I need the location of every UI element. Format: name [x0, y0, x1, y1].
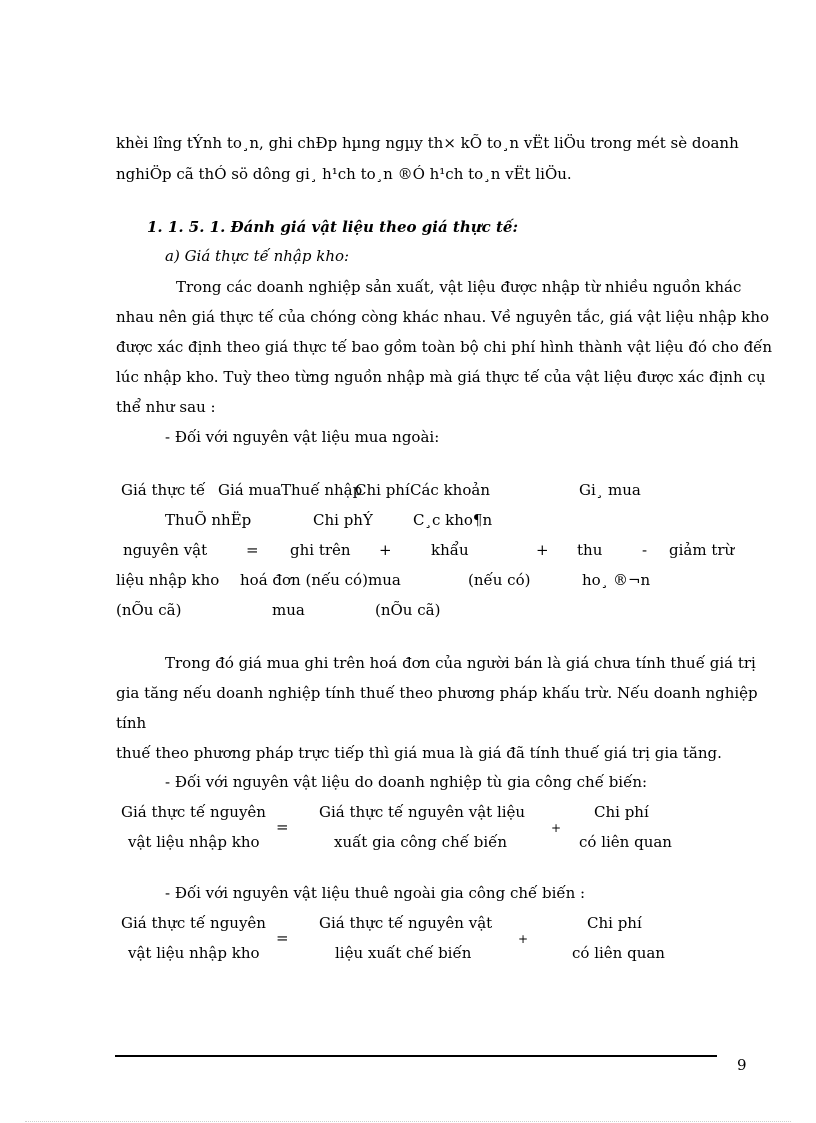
plus-sign: + — [551, 821, 562, 835]
formula-cell: Thuế nhập — [281, 481, 363, 499]
footer-rule — [115, 1055, 717, 1057]
formula-cell: Giá thực tế nguyên — [121, 914, 266, 932]
formula-cell: C¸c kho¶n — [413, 511, 493, 529]
plus-sign: + — [536, 541, 549, 559]
formula-cell: (nÕu cã) — [375, 601, 441, 619]
formula-cell: liệu xuất chế biến — [335, 944, 472, 962]
formula-cell: vật liệu nhập kho — [128, 944, 260, 962]
formula-cell: ThuÕ nhËp — [165, 511, 252, 529]
formula-cell: Chi phí — [587, 914, 642, 932]
plus-sign: + — [379, 541, 392, 559]
intro-line-1: khèi lîng tÝnh to¸n, ghi chÐp hµng ngµy th× kÕ to¸n vËt liÖu trong mét sè doanh — [116, 134, 739, 152]
para1-line: nhau nên giá thực tế của chóng còng khác nhau. Về nguyên tắc, giá vật liệu nhập kho — [116, 308, 770, 326]
formula-cell: Chi phÝ — [313, 511, 373, 529]
formula-cell: xuất gia công chế biến — [334, 833, 508, 851]
formula-cell: Chi phí — [355, 481, 410, 499]
bullet-self-processed: - Đối với nguyên vật liệu do doanh nghiệp tù gia công chế biến: — [165, 773, 648, 791]
para2-line: thuế theo phương pháp trực tiếp thì giá mua là giá đã tính thuế giá trị gia tăng. — [116, 744, 722, 762]
formula-cell: khẩu — [431, 541, 469, 559]
formula-cell: Giá thực tế nguyên vật — [319, 914, 493, 932]
para1-line: lúc nhập kho. Tuỳ theo từng nguồn nhập mà giá thực tế của vật liệu được xác định cụ — [116, 368, 766, 386]
formula-cell: Gi¸ mua — [579, 481, 641, 499]
formula-cell: hoá đơn (nếu có) — [240, 571, 368, 589]
para1-line: Trong các doanh nghiệp sản xuất, vật liệu được nhập từ nhiều nguồn khác — [176, 278, 742, 296]
formula-cell: ho¸ ®¬n — [582, 571, 651, 589]
formula-cell: mua — [272, 601, 305, 619]
plus-sign: + — [518, 932, 529, 946]
formula-cell: Giá thực tế nguyên vật liệu — [319, 803, 526, 821]
equals-sign: = — [276, 818, 289, 836]
formula-cell: có liên quan — [579, 833, 672, 851]
page-number: 9 — [737, 1056, 747, 1074]
formula-cell: nguyên vật — [123, 541, 208, 559]
formula-cell: vật liệu nhập kho — [128, 833, 260, 851]
formula-cell: thu — [577, 541, 603, 559]
para2-line: tính — [116, 714, 147, 732]
formula-cell: giảm trừ — [669, 541, 735, 559]
formula-cell: Chi phí — [594, 803, 649, 821]
bullet-outsourced: - Đối với nguyên vật liệu thuê ngoài gia công chế biến : — [165, 884, 586, 902]
bullet-purchased: - Đối với nguyên vật liệu mua ngoài: — [165, 428, 440, 446]
para2-line: Trong đó giá mua ghi trên hoá đơn của người bán là giá chưa tính thuế giá trị — [165, 654, 756, 672]
formula-cell: ghi trên — [290, 541, 351, 559]
equals-sign: = — [246, 541, 259, 559]
formula-cell: liệu nhập kho — [116, 571, 220, 589]
page-bottom-border — [25, 1121, 791, 1122]
para1-line: được xác định theo giá thực tế bao gồm toàn bộ chi phí hình thành vật liệu đó cho đến — [116, 338, 773, 356]
subheading: a) Giá thực tế nhập kho: — [165, 247, 350, 265]
formula-cell: mua — [368, 571, 401, 589]
formula-cell: Giá thực tế — [121, 481, 206, 499]
section-heading: 1. 1. 5. 1. Đánh giá vật liệu theo giá thực tế: — [147, 218, 519, 236]
formula-cell: Các khoản — [410, 481, 490, 499]
minus-sign: - — [642, 541, 648, 559]
para1-line: thể như sau : — [116, 398, 216, 416]
intro-line-2: nghiÖp cã thÓ sö dông gi¸ h¹ch to¸n ®Ó h¹ch to¸n vËt liÖu. — [116, 165, 572, 183]
formula-cell: có liên quan — [572, 944, 665, 962]
equals-sign: = — [276, 929, 289, 947]
formula-cell: Giá mua — [218, 481, 282, 499]
para2-line: gia tăng nếu doanh nghiệp tính thuế theo phương pháp khấu trừ. Nếu doanh nghiệp — [116, 684, 758, 702]
formula-cell: Giá thực tế nguyên — [121, 803, 266, 821]
formula-cell: (nếu có) — [468, 571, 531, 589]
formula-cell: (nÕu cã) — [116, 601, 182, 619]
